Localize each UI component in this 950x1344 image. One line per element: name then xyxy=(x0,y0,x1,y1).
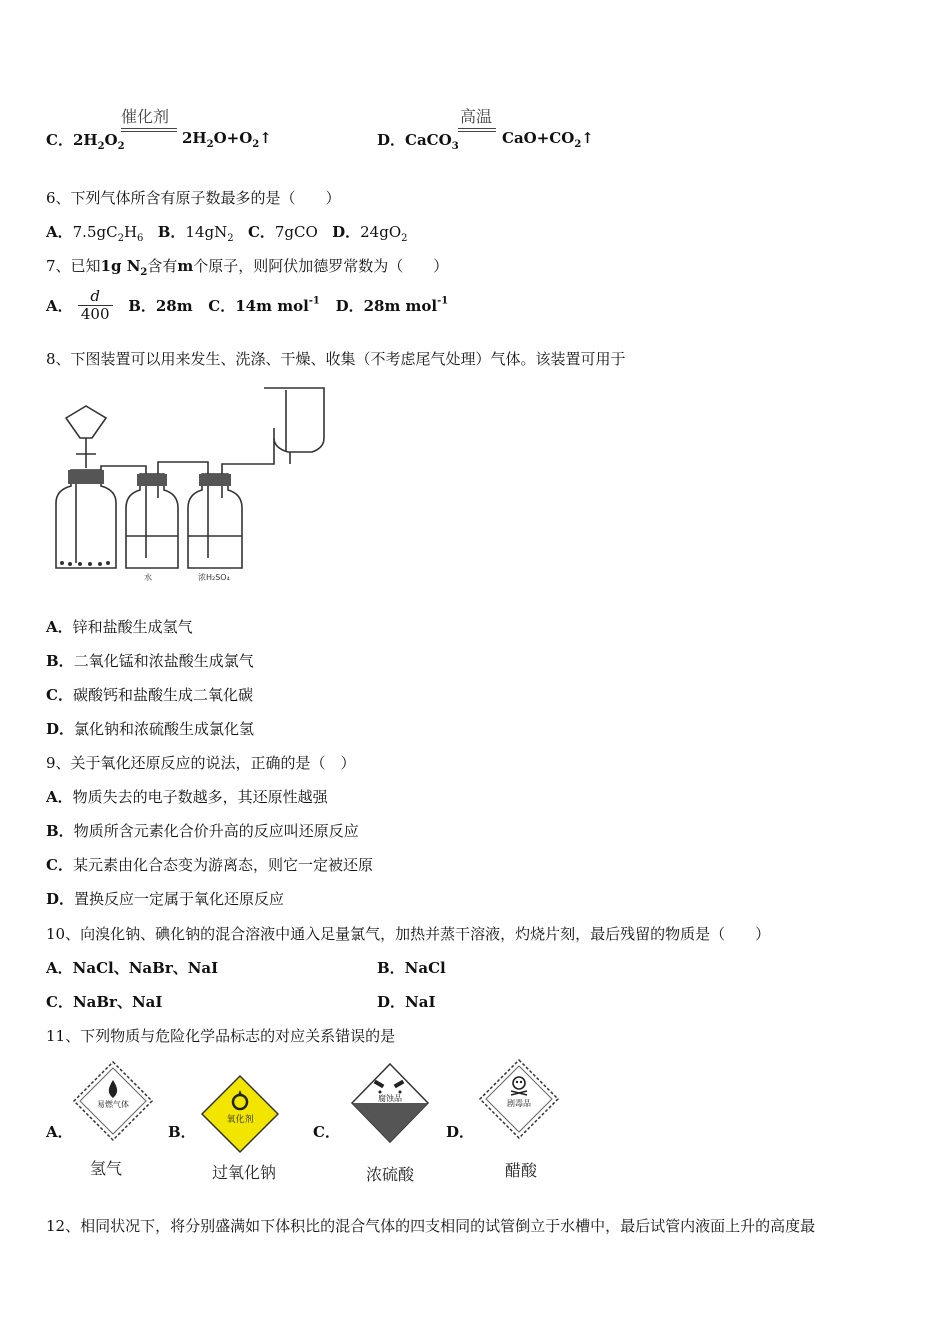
label-sulfuric-acid: 浓H₂SO₄ xyxy=(198,573,230,582)
q10-stem: 10、向溴化钠、碘化钠的混合溶液中通入足量氯气，加热并蒸干溶液，灼烧片刻，最后残留的物质是（ ） xyxy=(46,925,771,943)
option-text: 置换反应一定属于氧化还原反应 xyxy=(74,890,285,908)
subscript: 2 xyxy=(401,233,408,244)
q11-option-b-label: B． xyxy=(168,1123,196,1141)
funnel xyxy=(66,406,106,438)
option-text: 14gN xyxy=(185,223,228,241)
bottle-wash xyxy=(126,474,178,568)
q7-stem xyxy=(46,255,448,278)
q11-option-d-label: D． xyxy=(446,1123,475,1141)
option-text: 锌和盐酸生成氢气 xyxy=(72,618,193,636)
q8-stem: 8、下图装置可以用来发生、洗涤、干燥、收集（不考虑尾气处理）气体。该装置可用于 xyxy=(46,350,626,368)
option-label: C． xyxy=(46,856,73,874)
q6-options xyxy=(46,221,408,244)
fraction xyxy=(78,288,113,323)
q11-stem: 11、下列物质与危险化学品标志的对应关系错误的是 xyxy=(46,1027,396,1045)
q11-option-a-label: A． xyxy=(46,1123,73,1141)
formula-text: CaO+CO xyxy=(502,129,575,147)
stem-text: 1g N xyxy=(100,257,141,275)
bottle-collect xyxy=(264,388,324,452)
option-text: 24gO xyxy=(360,223,402,241)
option-text: 物质失去的电子数越多，其还原性越强 xyxy=(72,788,328,806)
q9-option-c xyxy=(46,854,373,875)
option-label: B． xyxy=(46,822,74,840)
q5-option-d xyxy=(377,129,459,152)
q9-option-d xyxy=(46,888,284,909)
option-label: C． xyxy=(46,686,73,704)
q10-option-a: A．NaCl、NaBr、NaI xyxy=(46,959,219,977)
q10-option-c: C．NaBr、NaI xyxy=(46,993,163,1011)
hazard-sign-corrosive xyxy=(350,1062,430,1144)
q5-d-products xyxy=(502,129,594,150)
option-text: 某元素由化合态变为游离态，则它一定被还原 xyxy=(72,856,373,874)
subscript: 2 xyxy=(140,267,148,278)
q5-option-c xyxy=(46,129,125,152)
q5-d-condition: 高温 xyxy=(460,107,493,126)
q5-c-products xyxy=(182,129,272,150)
hazard-sign-toxic xyxy=(478,1058,560,1140)
gas-arrow: ↑ xyxy=(581,129,594,147)
q8-option-b xyxy=(46,650,254,671)
apparatus-diagram xyxy=(46,378,336,583)
sign-text: 易燃气体 xyxy=(97,1100,129,1109)
fraction-denominator: 400 xyxy=(78,305,113,323)
subscript: 3 xyxy=(451,141,459,152)
bottle-dry xyxy=(188,474,242,568)
fraction-numerator: d xyxy=(90,287,100,305)
subscript: 2 xyxy=(97,141,105,152)
label-water: 水 xyxy=(144,573,152,582)
q8-option-c xyxy=(46,684,253,705)
option-label: D． xyxy=(377,131,406,149)
option-label: A． xyxy=(46,223,73,241)
stem-text: 7、已知 xyxy=(46,257,101,275)
option-label: C． xyxy=(46,131,73,149)
sign-text: 腐蚀品 xyxy=(378,1094,402,1103)
superscript: -1 xyxy=(308,295,320,307)
q7-options xyxy=(46,288,448,323)
q8-option-a xyxy=(46,616,193,637)
option-text: 7.5gC xyxy=(72,223,118,241)
substance-acetic-acid: 醋酸 xyxy=(505,1161,538,1180)
q9-option-a xyxy=(46,786,328,807)
q5-d-equals-sign xyxy=(458,128,496,132)
q9-option-b xyxy=(46,820,359,841)
stem-text: 个原子，则阿伏加德罗常数为（ ） xyxy=(193,257,449,275)
option-label: D． xyxy=(46,720,75,738)
substance-sodium-peroxide: 过氧化钠 xyxy=(212,1163,277,1182)
subscript: 6 xyxy=(137,233,144,244)
substance-hydrogen: 氢气 xyxy=(90,1159,123,1178)
option-text: 物质所含元素化合价升高的反应叫还原反应 xyxy=(73,822,359,840)
q8-option-d xyxy=(46,718,254,739)
formula-text: 2H xyxy=(72,131,98,149)
hazard-sign-oxidizer xyxy=(198,1074,282,1154)
substance-conc-sulfuric-acid: 浓硫酸 xyxy=(366,1165,415,1184)
q9-stem: 9、关于氧化还原反应的说法，正确的是（ ） xyxy=(46,754,356,772)
q11-option-c-label: C． xyxy=(313,1123,340,1141)
option-text: B．28m xyxy=(128,297,193,315)
option-text: D．28m mol xyxy=(335,297,438,315)
formula-text: CaCO xyxy=(405,131,452,149)
stem-text: m xyxy=(177,257,194,275)
option-label: B． xyxy=(46,652,74,670)
subscript: 2 xyxy=(227,233,234,244)
formula-text: O xyxy=(104,131,118,149)
q10-option-d: D．NaI xyxy=(377,993,436,1011)
gas-arrow: ↑ xyxy=(259,129,272,147)
option-text: 二氧化锰和浓盐酸生成氯气 xyxy=(73,652,254,670)
q5-c-equals-sign xyxy=(121,128,177,132)
q12-stem: 12、相同状况下，将分别盛满如下体积比的混合气体的四支相同的试管倒立于水槽中，最后试管内液面上升的高度最 xyxy=(46,1217,816,1235)
sign-text: 剧毒品 xyxy=(507,1099,531,1108)
sign-text: 氧化剂 xyxy=(226,1115,254,1125)
option-text: C．14m mol xyxy=(208,297,309,315)
option-label: D． xyxy=(46,890,75,908)
option-label: C． xyxy=(247,223,275,241)
option-label: D． xyxy=(332,223,361,241)
formula-text: O+O xyxy=(213,129,253,147)
q10-option-b: B．NaCl xyxy=(377,959,446,977)
option-label: A． xyxy=(46,618,73,636)
option-text: H xyxy=(123,223,138,241)
option-text: 氯化钠和浓硫酸生成氯化氢 xyxy=(74,720,255,738)
option-text: 碳酸钙和盐酸生成二氧化碳 xyxy=(72,686,253,704)
option-label: B． xyxy=(157,223,186,241)
bottle-generator xyxy=(56,470,116,568)
superscript: -1 xyxy=(437,295,449,307)
subscript: 2 xyxy=(206,139,214,150)
option-text: 7gCO xyxy=(274,223,318,241)
subscript: 2 xyxy=(117,141,125,152)
subscript: 2 xyxy=(252,139,260,150)
stem-text: 含有 xyxy=(147,257,178,275)
option-label: A． xyxy=(46,788,73,806)
subscript: 2 xyxy=(117,233,124,244)
hazard-sign-flammable-gas xyxy=(72,1060,154,1142)
q5-c-condition: 催化剂 xyxy=(121,107,170,126)
formula-text: 2H xyxy=(182,129,207,147)
q6-stem: 6、下列气体所含有原子数最多的是（ ） xyxy=(46,189,341,207)
option-label: A． xyxy=(46,297,73,315)
subscript: 2 xyxy=(574,139,582,150)
